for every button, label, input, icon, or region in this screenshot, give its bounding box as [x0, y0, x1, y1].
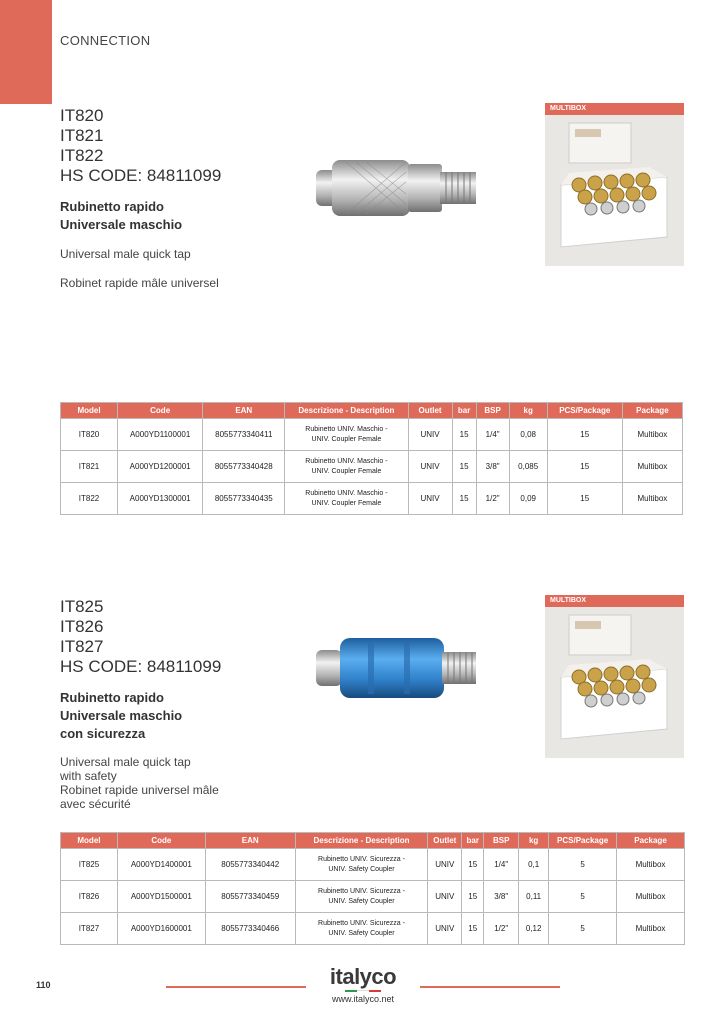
section-color-tab	[0, 0, 52, 104]
column-header: EAN	[205, 833, 295, 849]
pcs-cell: 5	[549, 849, 617, 881]
ean-cell: 8055773340435	[203, 483, 285, 515]
column-header: Package	[622, 403, 682, 419]
ean-cell: 8055773340411	[203, 419, 285, 451]
description-line: UNIV. Safety Coupler	[328, 865, 395, 873]
column-header: Model	[61, 403, 118, 419]
bsp-cell: 3/8"	[484, 881, 519, 913]
pcs-cell: 15	[547, 483, 622, 515]
english-name: Universal male quick tap	[60, 247, 191, 261]
table-row	[61, 849, 685, 881]
model-code: IT820	[60, 106, 104, 125]
kg-cell: 0,12	[519, 913, 549, 945]
pcs-cell: 5	[549, 913, 617, 945]
kg-cell: 0,1	[519, 849, 549, 881]
code-cell: A000YD1600001	[117, 913, 205, 945]
column-header: Outlet	[428, 833, 462, 849]
outlet-cell: UNIV	[428, 849, 462, 881]
column-header: kg	[519, 833, 549, 849]
column-header: Code	[118, 403, 203, 419]
english-name-line: Universal male quick tap	[60, 755, 191, 769]
table-header-row	[61, 833, 685, 849]
description-line: UNIV. Coupler Female	[311, 499, 382, 507]
model-cell: IT825	[61, 849, 118, 881]
column-header: Descrizione - Description	[295, 833, 428, 849]
ean-cell: 8055773340466	[205, 913, 295, 945]
model-cell: IT820	[61, 419, 118, 451]
model-cell: IT821	[61, 451, 118, 483]
page-number: 110	[36, 980, 51, 990]
multibox-image	[545, 607, 684, 758]
package-cell: Multibox	[617, 913, 685, 945]
spec-table-2	[60, 832, 685, 945]
model-code: IT821	[60, 126, 104, 145]
bsp-cell: 1/4"	[484, 849, 519, 881]
outlet-cell: UNIV	[408, 483, 452, 515]
description-cell	[285, 483, 408, 515]
package-cell: Multibox	[622, 419, 682, 451]
description-cell	[295, 881, 428, 913]
code-cell: A000YD1400001	[117, 849, 205, 881]
column-header: Code	[117, 833, 205, 849]
package-cell: Multibox	[617, 849, 685, 881]
pcs-cell: 5	[549, 881, 617, 913]
italian-name-line: Universale maschio	[60, 217, 183, 232]
bar-cell: 15	[452, 483, 476, 515]
model-code: IT822	[60, 146, 104, 165]
section-title: CONNECTION	[60, 33, 151, 48]
quick-tap-photo	[312, 152, 482, 224]
table-row	[61, 419, 683, 451]
footer-divider-right	[420, 986, 560, 988]
description-cell	[295, 913, 428, 945]
package-cell: Multibox	[622, 451, 682, 483]
column-header: EAN	[203, 403, 285, 419]
table-row	[61, 483, 683, 515]
bar-cell: 15	[452, 451, 476, 483]
bar-cell: 15	[462, 849, 484, 881]
column-header: kg	[509, 403, 547, 419]
description-cell	[295, 849, 428, 881]
model-code: IT827	[60, 637, 104, 656]
column-header: PCS/Package	[547, 403, 622, 419]
hs-code: HS CODE: 84811099	[60, 657, 222, 676]
kg-cell: 0,09	[509, 483, 547, 515]
description-line: Rubinetto UNIV. Sicurezza -	[318, 887, 405, 895]
description-line: UNIV. Coupler Female	[311, 467, 382, 475]
outlet-cell: UNIV	[408, 451, 452, 483]
footer-divider-left	[166, 986, 306, 988]
multibox-label: MULTIBOX	[545, 595, 684, 607]
italian-name-line: Rubinetto rapido	[60, 690, 164, 705]
column-header: BSP	[476, 403, 509, 419]
description-line: UNIV. Safety Coupler	[328, 929, 395, 937]
package-cell: Multibox	[617, 881, 685, 913]
table-header-row	[61, 403, 683, 419]
multibox-image	[545, 115, 684, 266]
description-cell	[285, 419, 408, 451]
description-line: Rubinetto UNIV. Maschio -	[305, 489, 388, 497]
french-name-line: Robinet rapide universel mâle	[60, 783, 219, 797]
multibox-label: MULTIBOX	[545, 103, 684, 115]
flag-stripe	[345, 990, 381, 992]
pcs-cell: 15	[547, 451, 622, 483]
safety-quick-tap-photo	[312, 632, 482, 704]
bsp-cell: 1/4"	[476, 419, 509, 451]
table-row	[61, 913, 685, 945]
outlet-cell: UNIV	[408, 419, 452, 451]
hs-code: HS CODE: 84811099	[60, 166, 222, 185]
outlet-cell: UNIV	[428, 913, 462, 945]
ean-cell: 8055773340459	[205, 881, 295, 913]
multibox-photo	[545, 595, 684, 758]
description-cell	[285, 451, 408, 483]
bar-cell: 15	[452, 419, 476, 451]
description-line: Rubinetto UNIV. Maschio -	[305, 457, 388, 465]
description-line: Rubinetto UNIV. Sicurezza -	[318, 855, 405, 863]
model-code: IT825	[60, 597, 104, 616]
multibox-photo	[545, 103, 684, 266]
model-code: IT826	[60, 617, 104, 636]
model-cell: IT827	[61, 913, 118, 945]
code-cell: A000YD1300001	[118, 483, 203, 515]
french-name-line: avec sécurité	[60, 797, 131, 811]
description-line: Rubinetto UNIV. Sicurezza -	[318, 919, 405, 927]
italian-name-line: con sicurezza	[60, 726, 146, 741]
kg-cell: 0,085	[509, 451, 547, 483]
italian-name-line: Rubinetto rapido	[60, 199, 164, 214]
package-cell: Multibox	[622, 483, 682, 515]
ean-cell: 8055773340442	[205, 849, 295, 881]
description-line: UNIV. Coupler Female	[311, 435, 382, 443]
column-header: Model	[61, 833, 118, 849]
kg-cell: 0,08	[509, 419, 547, 451]
column-header: Outlet	[408, 403, 452, 419]
brand-wordmark: italyco	[329, 964, 397, 989]
bsp-cell: 1/2"	[476, 483, 509, 515]
pcs-cell: 15	[547, 419, 622, 451]
description-line: Rubinetto UNIV. Maschio -	[305, 425, 388, 433]
column-header: Package	[617, 833, 685, 849]
english-name-line: with safety	[60, 769, 117, 783]
bar-cell: 15	[462, 913, 484, 945]
bsp-cell: 1/2"	[484, 913, 519, 945]
bsp-cell: 3/8"	[476, 451, 509, 483]
outlet-cell: UNIV	[428, 881, 462, 913]
column-header: Descrizione - Description	[285, 403, 408, 419]
table-row	[61, 881, 685, 913]
spec-table-1	[60, 402, 683, 515]
table-row	[61, 451, 683, 483]
website-link[interactable]: www.italyco.net	[331, 994, 395, 1004]
code-cell: A000YD1200001	[118, 451, 203, 483]
model-cell: IT826	[61, 881, 118, 913]
column-header: bar	[452, 403, 476, 419]
bar-cell: 15	[462, 881, 484, 913]
ean-cell: 8055773340428	[203, 451, 285, 483]
column-header: PCS/Package	[549, 833, 617, 849]
brand-logo	[327, 964, 399, 992]
column-header: BSP	[484, 833, 519, 849]
code-cell: A000YD1100001	[118, 419, 203, 451]
italian-name-line: Universale maschio	[60, 708, 183, 723]
model-cell: IT822	[61, 483, 118, 515]
column-header: bar	[462, 833, 484, 849]
french-name: Robinet rapide mâle universel	[60, 276, 219, 290]
code-cell: A000YD1500001	[117, 881, 205, 913]
kg-cell: 0,11	[519, 881, 549, 913]
description-line: UNIV. Safety Coupler	[328, 897, 395, 905]
